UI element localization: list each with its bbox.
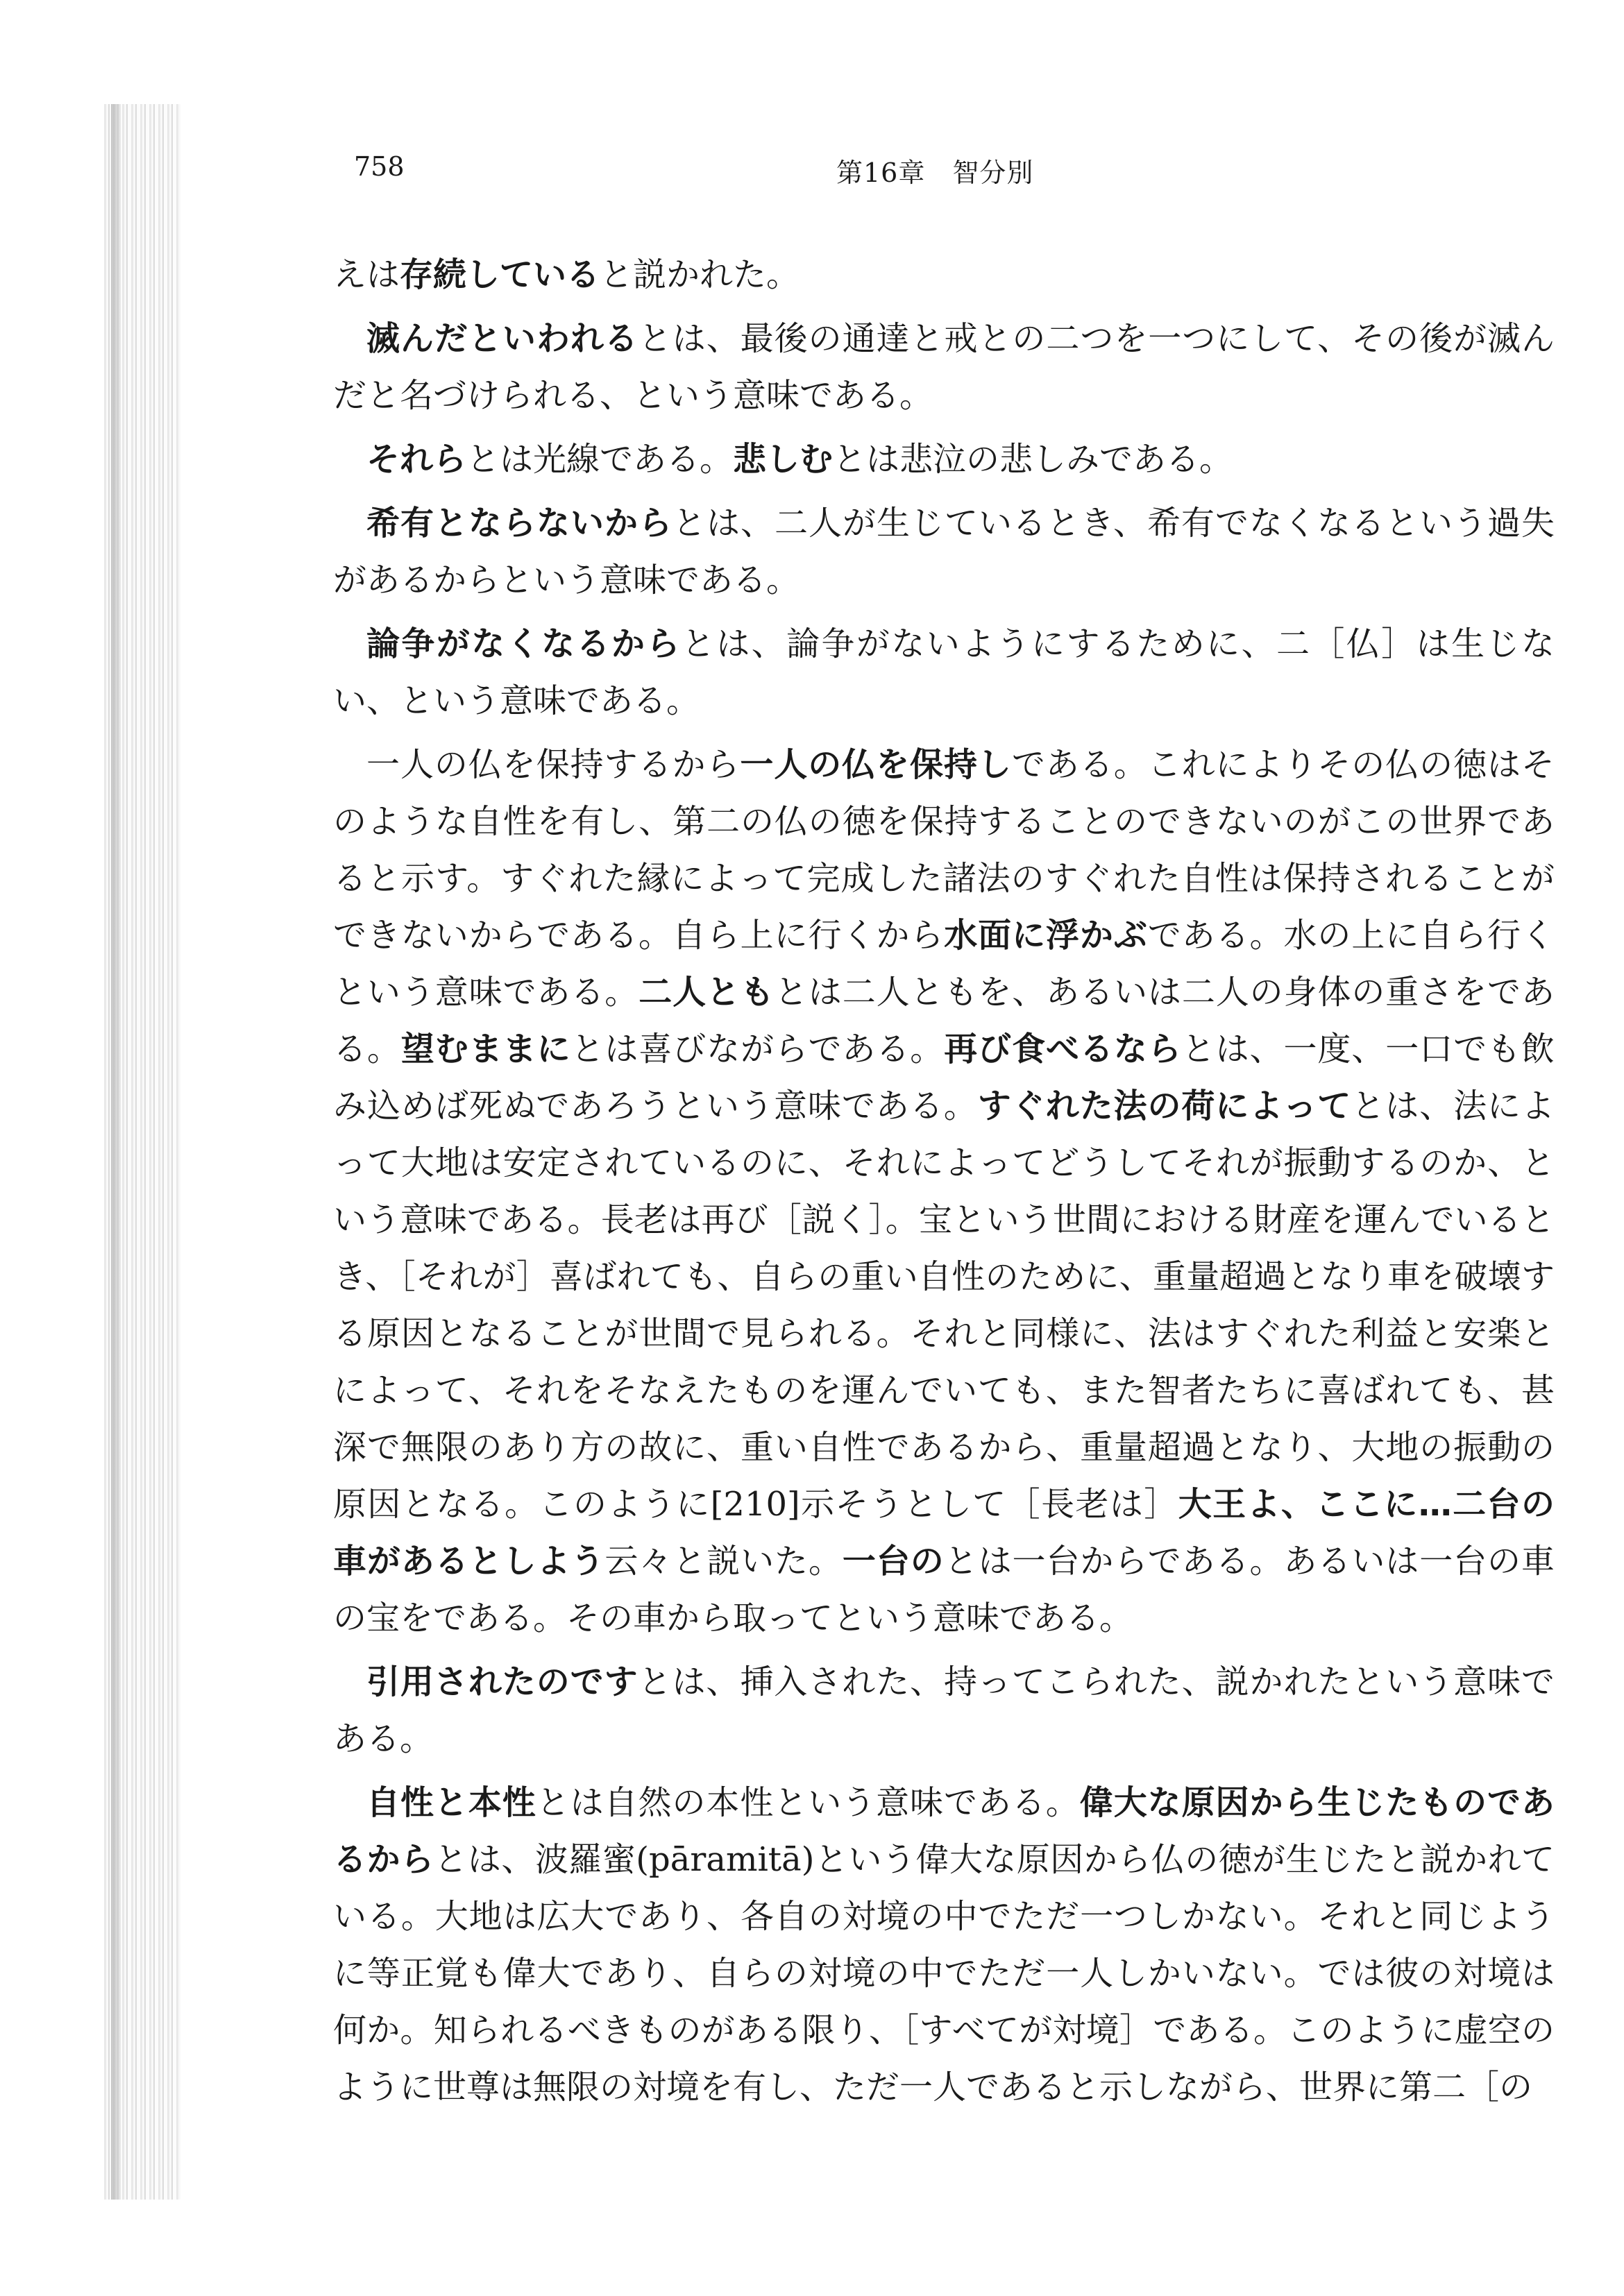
headword: 滅んだといわれる xyxy=(366,319,638,358)
page-number: 758 xyxy=(354,151,405,182)
paragraph xyxy=(333,310,1555,424)
text-run: とは、二人が生じているとき、希有でなくなるという過失があるからという意味である。 xyxy=(333,504,1555,599)
paragraph xyxy=(333,736,1555,1647)
text-run: とは、一度、一口でも飲み込めば死ぬであろうという意味である。 xyxy=(333,1030,1555,1125)
text-run: である。これによりその仏の徳はそのような自性を有し、第二の仏の徳を保持することのできないのがこの世界であると示す。すぐれた縁によって完成した諸法のすぐれた自性は保持されることができないからである。自ら上に行くから xyxy=(333,745,1555,955)
headword: 希有とならないから xyxy=(366,504,673,543)
headword: それら xyxy=(366,440,467,479)
text-run: とは二人ともを、あるいは二人の身体の重さをである。 xyxy=(333,973,1555,1069)
headword: 存続している xyxy=(400,255,600,294)
paragraph xyxy=(333,1774,1555,2116)
paragraph xyxy=(333,495,1555,609)
headword: 悲しむ xyxy=(733,440,834,479)
text-run: とは悲泣の悲しみである。 xyxy=(833,440,1233,479)
text-run: である。水の上に自ら行くという意味である。 xyxy=(333,916,1555,1012)
paragraph xyxy=(333,1653,1555,1767)
headword: 再び食べるなら xyxy=(944,1030,1182,1069)
headword: 水面に浮かぶ xyxy=(944,916,1148,955)
text-run: とは、波羅蜜(pāramitā)という偉大な原因から仏の徳が生じたと説かれている。大地は広大であり、各自の対境の中でただ一つしかない。それと同じように等正覚も偉大であり、自らの対境の中でただ一人しかいない。では彼の対境は何か。知られるべきものがある限り、［すべてが対境］である。このように虚空のように世尊は無限の対境を有し、ただ一人であると示しながら、世界に第二［の xyxy=(333,1840,1555,2107)
headword: 論争がなくなるから xyxy=(366,624,682,663)
text-run: とは、法によって大地は安定されているのに、それによってどうしてそれが振動するのか、という意味である。長老は再び［説く］。宝という世間における財産を運んでいるとき、［それが］喜ばれても、自らの重い自性のために、重量超過となり車を破壊する原因となることが世間で見られる。それと同様に、法はすぐれた利益と安楽とによって、それをそなえたものを運んでいても、また智者たちに喜ばれても、甚深で無限のあり方の故に、重い自性であるから、重量超過となり、大地の振動の原因となる。このように[210]示そうとして［長老は］ xyxy=(333,1087,1555,1524)
text-run: 云々と説いた。 xyxy=(604,1542,843,1581)
page-header xyxy=(354,151,1555,193)
headword: 自性と本性 xyxy=(366,1783,536,1822)
headword: すぐれた法の荷によって xyxy=(977,1087,1352,1125)
binding-edge xyxy=(111,104,121,2200)
headword: 大王よ、ここに…二台の車があるとしよう xyxy=(333,1485,1555,1581)
headword: 二人とも xyxy=(638,973,775,1012)
headword: 偉大な原因から生じたものであるから xyxy=(333,1783,1555,1879)
paragraph xyxy=(333,431,1555,488)
text-run: とは、挿入された、持ってこられた、説かれたという意味である。 xyxy=(333,1663,1555,1758)
text-run: とは、論争がないようにするために、二［仏］は生じない、という意味である。 xyxy=(333,624,1555,720)
headword: 望むままに xyxy=(400,1030,571,1069)
paragraph xyxy=(333,615,1555,729)
text-run: とは、最後の通達と戒との二つを一つにして、その後が滅んだと名づけられる、という意味である。 xyxy=(333,319,1555,415)
running-head: 第16章 智分別 xyxy=(836,158,1034,188)
headword: 引用されたのです xyxy=(366,1663,638,1701)
text-run: と説かれた。 xyxy=(600,255,800,294)
text-run: 一人の仏を保持するから xyxy=(366,745,741,784)
body-text xyxy=(333,246,1555,2123)
headword: 一台の xyxy=(842,1542,945,1581)
paragraph xyxy=(333,246,1555,303)
headword: 一人の仏を保持し xyxy=(740,745,1012,784)
text-run: とは喜びながらである。 xyxy=(570,1030,945,1069)
text-run: とは自然の本性という意味である。 xyxy=(536,1783,1080,1822)
text-run: とは光線である。 xyxy=(466,440,734,479)
text-run: とは一台からである。あるいは一台の車の宝をである。その車から取ってという意味である。 xyxy=(333,1542,1555,1638)
text-run: えは xyxy=(333,255,400,294)
